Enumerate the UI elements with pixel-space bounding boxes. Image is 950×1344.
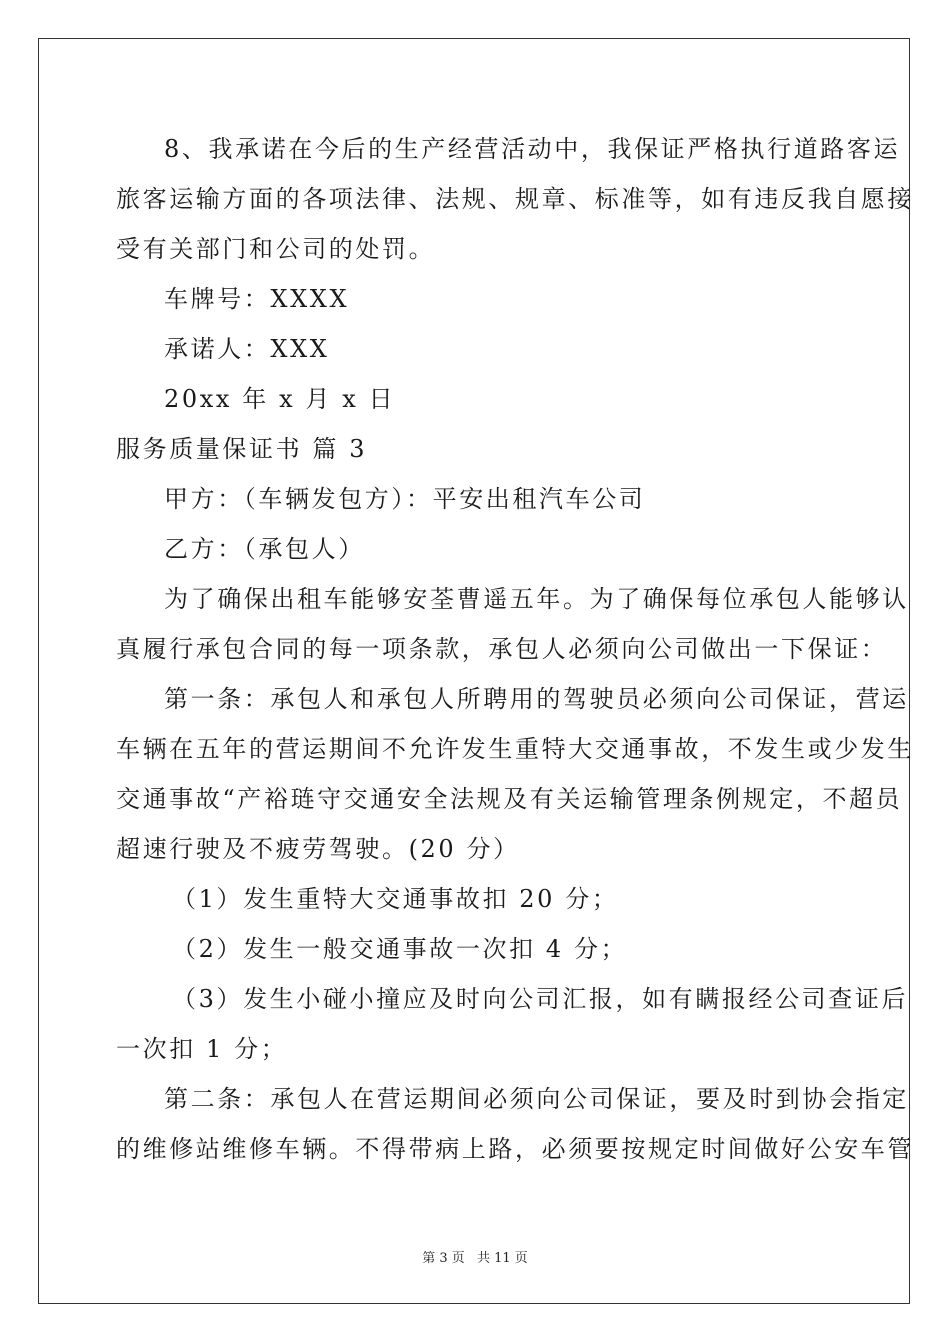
paragraph-line: 旅客运输方面的各项法律、法规、规章、标准等，如有违反我自愿接 <box>116 185 914 213</box>
date-line: 20xx 年 x 月 x 日 <box>164 385 396 413</box>
page-number: 第 3 页 <box>422 1251 465 1266</box>
paragraph-line: 车辆在五年的营运期间不允许发生重特大交通事故，不发生或少发生 <box>116 735 914 763</box>
paragraph-line: 真履行承包合同的每一项条款，承包人必须向公司做出一下保证： <box>116 635 888 663</box>
paragraph-line: 8、我承诺在今后的生产经营活动中，我保证严格执行道路客运 <box>164 135 901 163</box>
list-item: （2）发生一般交通事故一次扣 4 分； <box>172 935 628 963</box>
promisor-line: 承诺人：XXX <box>164 335 330 363</box>
section-heading: 服务质量保证书 篇 3 <box>116 435 368 463</box>
plate-number-line: 车牌号：XXXX <box>164 285 350 313</box>
page-footer <box>0 1247 950 1266</box>
paragraph-line: 交通事故“产裕琏守交通安全法规及有关运输管理条例规定，不超员 <box>116 785 903 813</box>
page-border <box>38 38 910 1304</box>
paragraph-line: 超速行驶及不疲劳驾驶。(20 分） <box>116 835 520 863</box>
party-b-line: 乙方：（承包人） <box>164 535 365 563</box>
paragraph-line: 第一条：承包人和承包人所聘用的驾驶员必须向公司保证，营运 <box>164 685 909 713</box>
paragraph-line: 一次扣 1 分； <box>116 1035 288 1063</box>
paragraph-line: 为了确保出租车能够安荃曹遥五年。为了确保每位承包人能够认 <box>164 585 909 613</box>
list-item: （1）发生重特大交通事故扣 20 分； <box>172 885 619 913</box>
paragraph-line: 第二条：承包人在营运期间必须向公司保证，要及时到协会指定 <box>164 1085 909 1113</box>
page-total: 共 11 页 <box>476 1251 528 1266</box>
paragraph-line: 受有关部门和公司的处罚。 <box>116 235 436 263</box>
paragraph-line: 的维修站维修车辆。不得带病上路，必须要按规定时间做好公安车管 <box>116 1135 914 1163</box>
party-a-line: 甲方：（车辆发包方）：平安出租汽车公司 <box>164 485 646 513</box>
list-item: （3）发生小碰小撞应及时向公司汇报，如有瞒报经公司查证后 <box>172 985 909 1013</box>
